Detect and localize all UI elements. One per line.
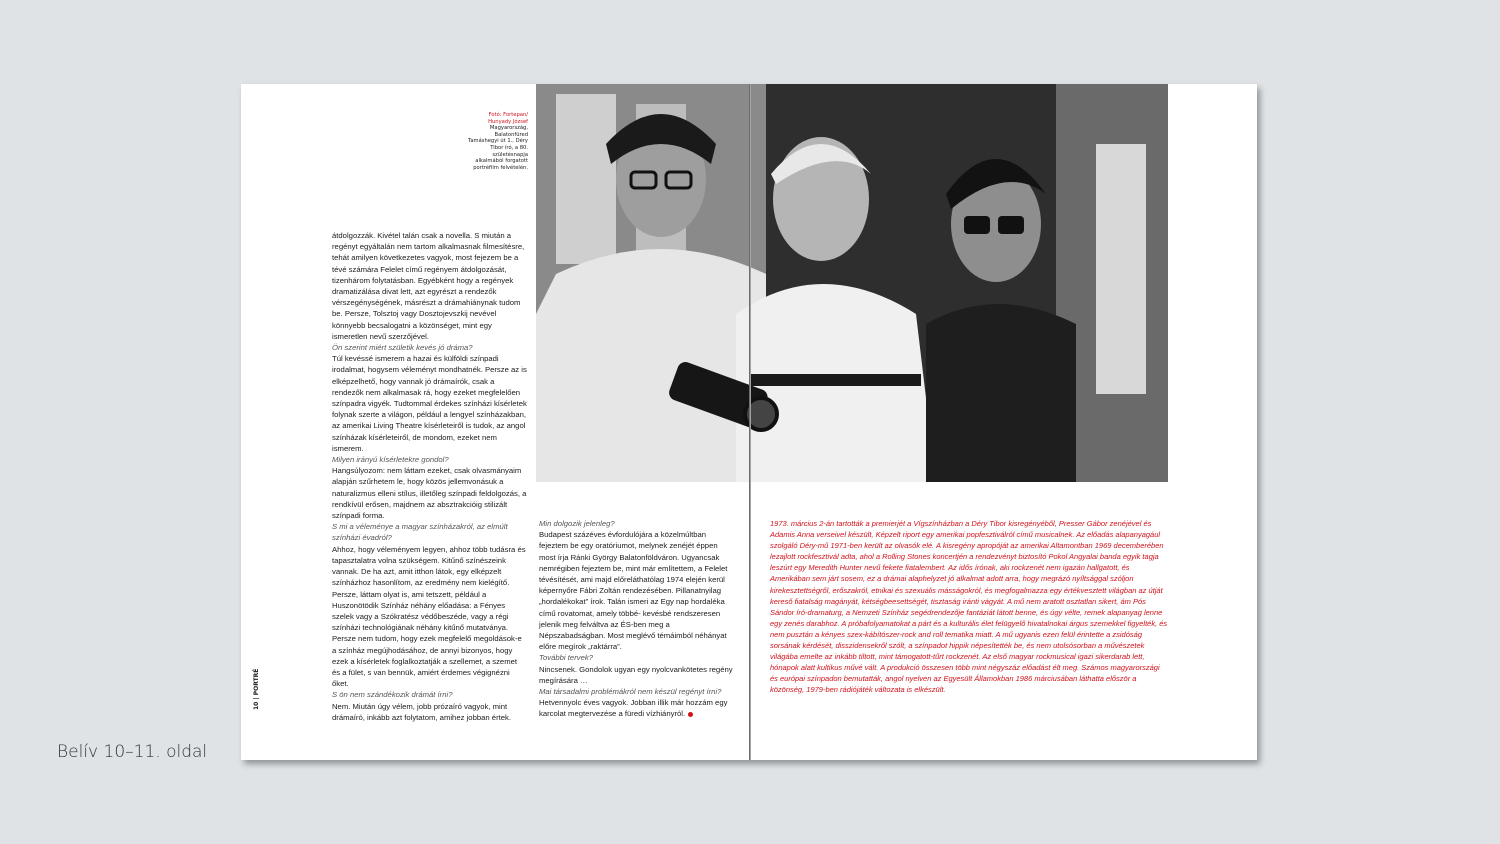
body-paragraph: Ahhoz, hogy véleményem legyen, ahhoz több tudásra és tapasztalatra volna szükségem. Kitűnő színészeink vannak. De ha azt, amit itthon látok, egy elképzelt színházhoz hasonlítom, az eredmény nem kielégítő. Persze, láttam olyat is, ami tetszett, például a Huszonötödik Színház néhány előadása: a Fényes szelek vagy a Szókratész védőbeszéde, vagy a régi színházi technológiának néhány kitűnő mutatványa. Persze nem tudom, hogy ezek megfelelő megoldások-e a színház megújhodásához, de annyi bizonyos, hogy ezek a kísérletek foglalkoztatják a szellemet, a szemet és a fület, s van bennük, amiért érdemes végignézni őket. [332,544,526,689]
interview-question: További tervek? [539,653,593,663]
magazine-spread [241,84,1257,760]
body-paragraph: Budapest százéves évfordulójára a közelmúltban fejeztem be egy oratóriumot, melynek zenéjét éppen most írja Ránki György Balatonföldváron. Ugyancsak nemrégiben fejeztem be, mint már említettem, a Felelet tévésítését, ami majd előreláthatólag 1974 elején kerül képernyőre Fábri Zoltán rendezésében. Pillanatnyilag „hordalékokat” írok. Talán ismeri az Egy nap hordaléka című rovatomat, amely többé- kevésbé rendszeresen jelenik meg felváltva az ÉS-ben meg a Népszabadságban. Most meglévő témáimból néhányat előre megírok „raktárra”. [539,530,728,652]
body-paragraph: átdolgozzák. Kivétel talán csak a novella. S miután a regényt egyáltalán nem tartom alkalmasnak filmesítésre, tehát amilyen következetes vagyok, most fejezem be a tévé számára Felelet című regényem átdolgozását, tizenhárom folytatásban. Egyébként hogy a regények dramatizálása divat lett, azt egyrészt a rendezők vérszegénységének, másrészt a drámahiánynak tudom be. Persze, Tolsztoj vagy Dosztojevszkij nevével könnyebb becsalogatni a közönséget, mint egy ismeretlen nevű szerzőjével. [332,231,525,341]
interview-question: Min dolgozik jelenleg? [539,519,615,528]
page-folio [253,668,283,710]
caption-text: Magyarország, Balatonfüred Tamáshegyi út 1., Déry Tibor író, a 80. születésnapja alkalmából forgatott portréfilm felvételén. [468,125,528,171]
folio-text: 10 | PORTRÉ [253,668,260,710]
body-paragraph: Nincsenek. Gondolok ugyan egy nyolcvankötetes regény megírására … [539,664,733,685]
body-paragraph: Túl kevéssé ismerem a hazai és külföldi színpadi irodalmat, hogysem véleményt mondhatnék. Persze az is elképzelhető, hogy vannak jó drámaírók, csak a rendezők nem alkalmasak rá, hogy ezeket megfelelően színpadra vigyék. Tudtommal érdekes színházi kísérletek folynak szerte a világon, például a lengyel színházakban, az amerikai Living Theatre kísérleteiről is tudok, az angol színházak kísérleteiről, de mondom, ezeket nem ismerem. [332,354,527,453]
body-paragraph [539,697,734,719]
interview-question: Ön szerint miért születik kevés jó dráma? [332,343,473,353]
body-paragraph: Nem. Miután úgy vélem, jobb prózaíró vagyok, mint drámaíró, inkább azt folytatom, amihez jobban értek. [332,701,512,722]
photo-illustration [536,84,1168,482]
text-column-1 [332,230,527,723]
photo-credit: Fotó: Fortepan/ Hunyady József [488,112,528,125]
closing-text: Hetvennyolc éves vagyok. Jobban illik már hozzám egy karcolat megtervezése a füredi vízhiányról. [539,698,728,719]
text-column-2 [539,518,734,720]
interview-question: Mai társadalmi problémákról nem készül regényt írni? [539,687,722,697]
body-paragraph: Hangsúlyozom: nem láttam ezeket, csak olvasmányaim alapján szűrhetem le, hogy közös jellemvonásuk a naturalizmus elleni stílus, illetőleg színpadi feldolgozás, a rendkívül erősen, majdnem az absztrakcióig stilizált színpadi forma. [332,466,527,521]
end-mark-icon [688,712,693,717]
portrait-photo [536,84,1168,482]
interview-question: Milyen irányú kísérletekre gondol? [332,455,449,465]
photo-caption [466,112,528,171]
page-label: Belív 10–11. oldal [57,742,208,762]
interview-question: S mi a véleménye a magyar színházakról, az elmúlt színházi évadról? [332,522,508,543]
sidebar-red-text: 1973. március 2-án tartották a premierjét a Vígszínházban a Déry Tibor kisregényéből, Presser Gábor zenéjével és Adamis Anna verseivel készült, Képzelt riport egy amerikai popfesztiválról című musicalnek. Az előadás alapanyagául szolgáló Déry-mű 1971-ben került az olvasók elé. A kisregény apropóját az amerikai Altamontban 1969 decemberében lezajlott rockfesztivál adta, ahol a Rolling Stones koncertjén a rendezvényt biztosító Pokol Angyalai banda egyik tagja leszúrt egy Meredith Hunter nevű fekete fiatalembert. Az idős írónak, aki rockzenét nem igazán hallgatott, és Amerikában sem járt sosem, ez a drámai alaphelyzet jó alkalmat adott arra, hogy megrázó nyíltsággal szóljon kirekesztettségről, erőszakról, etnikai és szexuális másságokról, és megfogalmazza egy értékvesztett világban az útját kereső fiatalság magányát, kétségbeesettségét, tisztaság iránti vágyát. A mű nem aratott osztatlan sikert, ám Pós Sándor író-dramaturg, a Nemzeti Színház segédrendezője fantáziát látott benne, és úgy vélte, remek alapanyag lenne egy zenés darabhoz. A próbafolyamatokat a párt és a kulturális élet felügyelő hivatalnokai árgus szemekkel figyelték, és nem pusztán a kényes szex-kábítószer-rock and roll tematika miatt. A mű ugyanis ezen felül érintette a zsidóság sorsának kérdését, disszidensekről szólt, a színpadot hippik népesítették be, és nem utolsósorban a művészetek világába emelte az inkább tiltott, mint támogatott-tűrt rockzenét. Az első magyar rockmusical igazi sikerdarab lett, hónapok alatt kultikus művé vált. A produkció összesen több mint négyszáz előadást élt meg. Számos magyarországi és európai színpadon bemutatták, angol nyelven az Egyesült Államokban 1986 márciusában láthatta először a közönség, 1979-ben rádiójáték változata is elkészült. [770,519,1168,695]
interview-question: S ön nem szándékozik drámát írni? [332,690,453,700]
spread-gutter [749,84,751,760]
